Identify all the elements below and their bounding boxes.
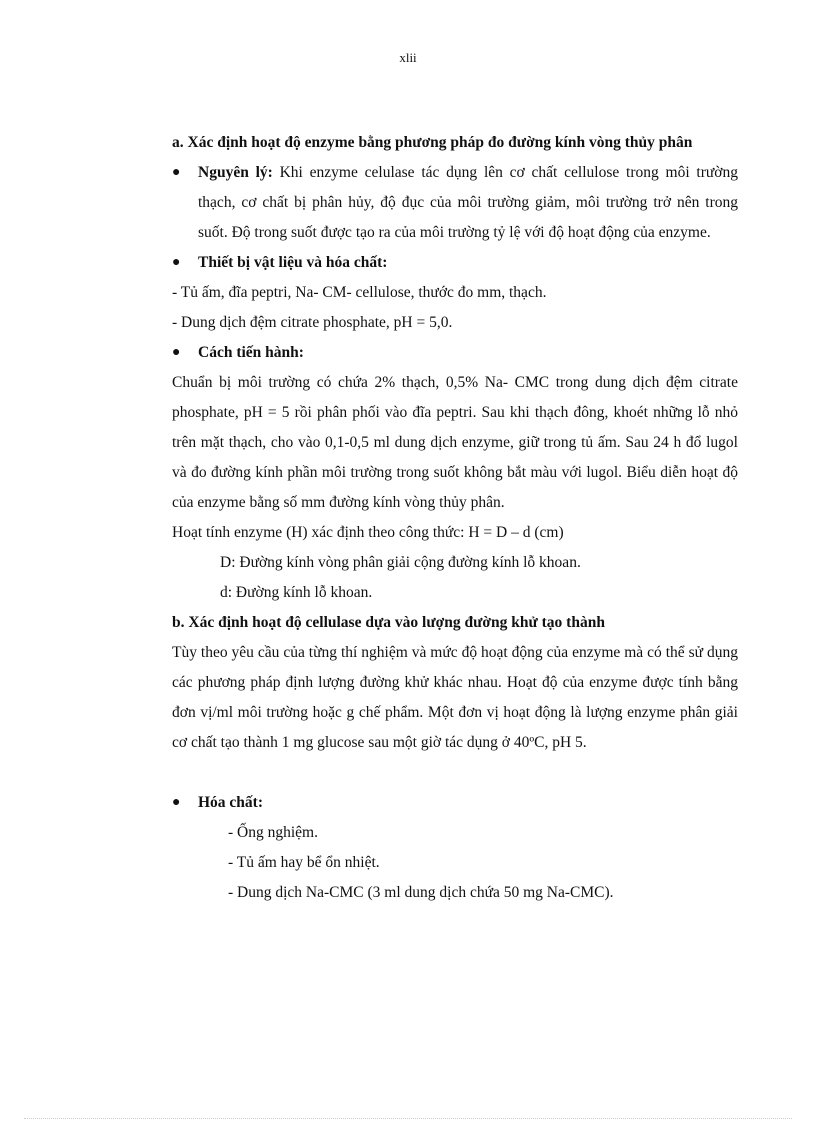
chemicals-bullet	[136, 788, 738, 818]
equipment-item: - Tủ ấm, đĩa peptri, Na- CM- cellulose, thước đo mm, thạch.	[172, 284, 547, 301]
chemicals-item: - Dung dịch Na-CMC (3 ml dung dịch chứa 50 mg Na-CMC).	[228, 884, 614, 901]
bullet-icon: ●	[172, 165, 181, 180]
principle-bullet	[136, 158, 738, 248]
principle-label: Nguyên lý:	[198, 164, 273, 181]
spacer	[172, 758, 738, 788]
D-definition: D: Đường kính vòng phân giải cộng đường kính lỗ khoan.	[220, 554, 581, 571]
formula-line: Hoạt tính enzyme (H) xác định theo công thức: H = D – d (cm)	[172, 524, 564, 541]
bullet-icon: ●	[172, 795, 181, 810]
equipment-label: Thiết bị vật liệu và hóa chất:	[198, 254, 388, 271]
procedure-block	[136, 338, 738, 368]
document-body	[172, 128, 738, 908]
principle-block	[136, 158, 738, 248]
d-definition: d: Đường kính lỗ khoan.	[220, 584, 373, 601]
page-bottom-border	[24, 1118, 792, 1119]
chemicals-item: - Ống nghiệm.	[228, 824, 318, 841]
procedure-label: Cách tiến hành:	[198, 344, 304, 361]
bullet-icon: ●	[172, 255, 181, 270]
chemicals-item: - Tủ ấm hay bể ổn nhiệt.	[228, 854, 380, 871]
section-b-heading: b. Xác định hoạt độ cellulase dựa vào lượng đường khử tạo thành	[172, 614, 605, 631]
page-number: xlii	[399, 50, 417, 65]
equipment-block	[136, 248, 738, 278]
bullet-icon: ●	[172, 345, 181, 360]
section-a-heading: a. Xác định hoạt độ enzyme bằng phương pháp đo đường kính vòng thủy phân	[172, 134, 693, 151]
procedure-bullet	[136, 338, 738, 368]
procedure-text: Chuẩn bị môi trường có chứa 2% thạch, 0,5% Na- CMC trong dung dịch đệm citrate phosphate, pH = 5 rồi phân phối vào đĩa peptri. Sau khi thạch đông, khoét những lỗ nhỏ trên mặt thạch, cho vào 0,1-0,5 ml dung dịch enzyme, giữ trong tủ ấm. Sau 24 h đổ lugol và đo đường kính phần môi trường trong suốt không bắt màu với lugol. Biểu diễn hoạt độ của enzyme bằng số mm đường kính vòng thủy phân.	[172, 374, 738, 511]
chemicals-label: Hóa chất:	[198, 794, 264, 811]
chemicals-block	[136, 788, 738, 818]
equipment-bullet	[136, 248, 738, 278]
section-b-text: Tùy theo yêu cầu của từng thí nghiệm và mức độ hoạt động của enzyme mà có thể sử dụng các phương pháp định lượng đường khử khác nhau. Hoạt độ của enzyme được tính bằng đơn vị/ml môi trường hoặc g chế phẩm. Một đơn vị hoạt động là lượng enzyme phân giải cơ chất tạo thành 1 mg glucose sau một giờ tác dụng ở 40ºC, pH 5.	[172, 644, 738, 751]
principle-text: Khi enzyme celulase tác dụng lên cơ chất cellulose trong môi trường thạch, cơ chất bị phân hủy, độ đục của môi trường giảm, môi trường trở nên trong suốt. Độ trong suốt được tạo ra của môi trường tỷ lệ với độ hoạt động của enzyme.	[198, 164, 738, 241]
equipment-item: - Dung dịch đệm citrate phosphate, pH = 5,0.	[172, 314, 453, 331]
